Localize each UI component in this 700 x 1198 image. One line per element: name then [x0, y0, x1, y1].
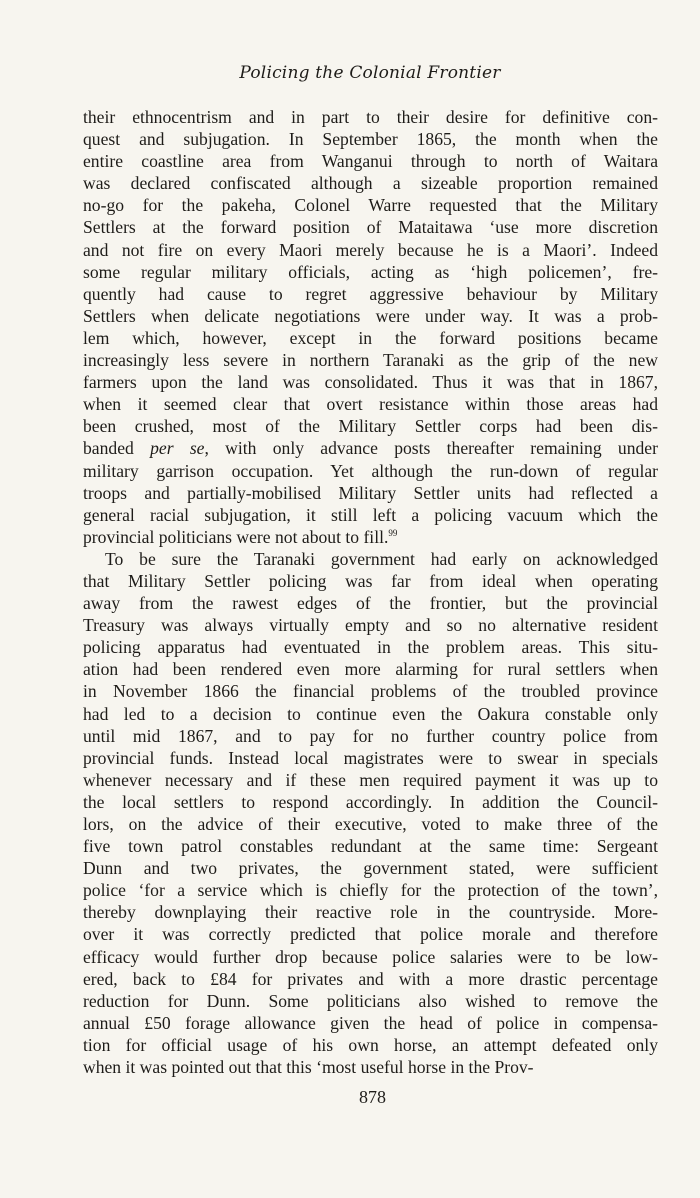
text-line [83, 1012, 658, 1034]
text-run: Settlers when delicate negotiations were under way. It was a prob- [83, 305, 658, 326]
text-run: until mid 1867, and to pay for no further country police from [83, 725, 658, 746]
text-line [83, 1034, 658, 1056]
text-line [83, 327, 658, 349]
text-line [83, 769, 658, 791]
text-run: been crushed, most of the Military Settler corps had been dis- [83, 416, 658, 437]
text-run: farmers upon the land was consolidated. Thus it was that in 1867, [83, 372, 658, 393]
text-run: in November 1866 the financial problems of the troubled province [83, 681, 658, 702]
italic-phrase: per se [150, 438, 205, 459]
text-line [83, 460, 658, 482]
text-line [83, 106, 658, 128]
text-line [83, 791, 658, 813]
text-line [83, 1056, 658, 1078]
text-run: police ‘for a service which is chiefly for the protection of the town’, [83, 880, 658, 901]
text-line [83, 261, 658, 283]
text-run: thereby downplaying their reactive role in the countryside. More- [83, 902, 658, 923]
text-run: had led to a decision to continue even the Oakura constable only [83, 703, 658, 724]
text-line [83, 703, 658, 725]
text-run: was declared confiscated although a sizeable proportion remained [83, 173, 658, 194]
text-run: when it seemed clear that overt resistance within those areas had [83, 394, 658, 415]
text-run: general racial subjugation, it still left a policing vacuum which the [83, 504, 658, 525]
text-run: lors, on the advice of their executive, voted to make three of the [83, 814, 658, 834]
text-run: Dunn and two privates, the government stated, were sufficient [83, 858, 658, 879]
page-number: 878 [359, 1087, 386, 1107]
text-line [83, 194, 658, 216]
text-line [83, 415, 658, 437]
text-run: quently had cause to regret aggressive behaviour by Military [83, 283, 658, 304]
text-run: lem which, however, except in the forward positions became [83, 327, 658, 348]
text-run: whenever necessary and if these men required payment it was up to [83, 769, 658, 790]
text-line [83, 725, 658, 747]
text-run: To be sure the Taranaki government had early on acknowledged [105, 548, 658, 569]
text-run: over it was correctly predicted that police morale and therefore [83, 924, 658, 945]
text-run: when it was pointed out that this ‘most useful horse in the Prov- [83, 1057, 534, 1078]
text-line [83, 879, 658, 901]
text-line [83, 835, 658, 857]
text-line [83, 371, 658, 393]
text-line [83, 172, 658, 194]
text-run: Settlers at the forward position of Mataitawa ‘use more discretion [83, 217, 658, 238]
text-line [83, 857, 658, 879]
text-line [83, 504, 658, 526]
text-line [83, 636, 658, 658]
text-run: ation had been rendered even more alarming for rural settlers when [83, 659, 658, 680]
text-run: the local settlers to respond accordingly. In addition the Council- [83, 791, 658, 812]
text-run: reduction for Dunn. Some politicians also wished to remove the [83, 990, 658, 1011]
text-line [83, 216, 658, 238]
body-text [83, 106, 658, 1078]
text-line [83, 349, 658, 371]
footnote-marker[interactable]: 99 [388, 527, 398, 538]
text-run: provincial funds. Instead local magistrates were to swear in specials [83, 747, 658, 768]
text-line [83, 437, 658, 459]
text-run: troops and partially-mobilised Military Settler units had reflected a [83, 482, 658, 503]
text-line [83, 150, 658, 172]
text-line [83, 923, 658, 945]
text-line [83, 393, 658, 415]
text-line [83, 968, 658, 990]
text-line [83, 901, 658, 923]
text-run: and not fire on every Maori merely because he is a Maori’. Indeed [83, 239, 658, 260]
text-run: Treasury was always virtually empty and so no alternative resident [83, 615, 658, 636]
running-head: Policing the Colonial Frontier [239, 63, 501, 83]
text-line [83, 128, 658, 150]
text-run: their ethnocentrism and in part to their desire for definitive con- [83, 107, 658, 127]
text-line [83, 747, 658, 769]
text-line [83, 305, 658, 327]
text-line [83, 548, 658, 570]
text-line [83, 283, 658, 305]
text-run: tion for official usage of his own horse, an attempt defeated only [83, 1034, 658, 1055]
text-run: policing apparatus had eventuated in the problem areas. This situ- [83, 637, 658, 658]
text-run: increasingly less severe in northern Taranaki as the grip of the new [83, 350, 658, 371]
text-line [83, 239, 658, 261]
text-run: away from the rawest edges of the frontier, but the provincial [83, 593, 658, 614]
text-line [83, 990, 658, 1012]
text-run: that Military Settler policing was far from ideal when operating [83, 570, 658, 591]
text-run: some regular military officials, acting as ‘high policemen’, fre- [83, 261, 658, 282]
text-line [83, 482, 658, 504]
text-run: , with only advance posts thereafter remaining under [204, 438, 658, 459]
text-line [83, 614, 658, 636]
text-line [83, 680, 658, 702]
text-line [83, 570, 658, 592]
text-run: ered, back to £84 for privates and with a more drastic percentage [83, 968, 658, 989]
text-run: five town patrol constables redundant at the same time: Sergeant [83, 836, 658, 857]
text-line [83, 658, 658, 680]
text-line [83, 526, 658, 548]
text-run: provincial politicians were not about to fill. [83, 526, 389, 547]
text-line [83, 592, 658, 614]
text-run: entire coastline area from Wanganui through to north of Waitara [83, 151, 658, 172]
text-run: military garrison occupation. Yet although the run-down of regular [83, 460, 658, 481]
text-run: no-go for the pakeha, Colonel Warre requested that the Military [83, 195, 658, 216]
text-run: banded [83, 438, 151, 459]
text-run: annual £50 forage allowance given the head of police in compensa- [83, 1012, 658, 1033]
text-line [83, 946, 658, 968]
text-run: efficacy would further drop because police salaries were to be low- [83, 946, 658, 967]
text-run: quest and subjugation. In September 1865, the month when the [83, 129, 658, 150]
text-line [83, 813, 658, 835]
